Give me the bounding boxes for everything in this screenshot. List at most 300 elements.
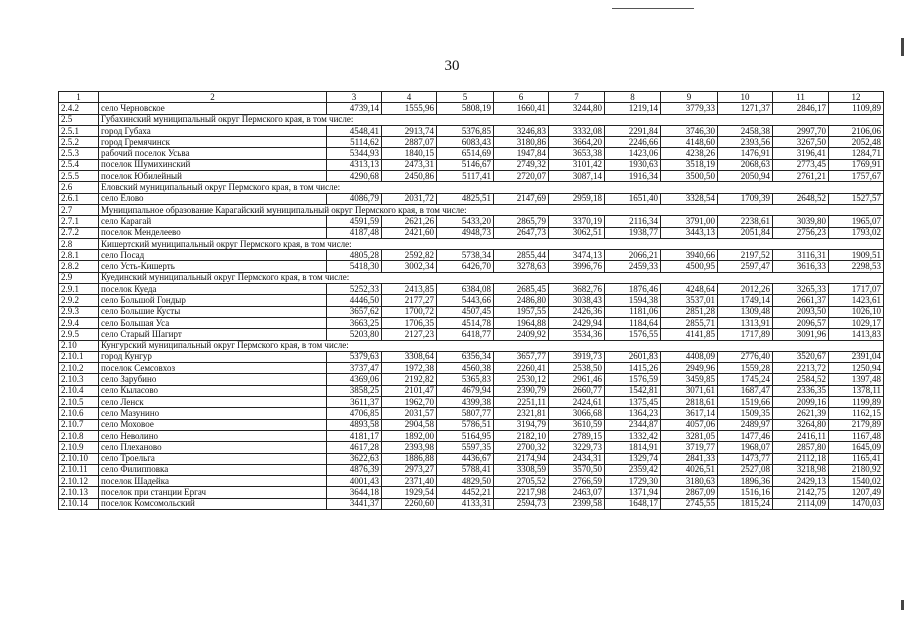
value-cell: 2050,94 [718,171,773,182]
value-cell: 2887,07 [382,137,437,148]
table-row [59,159,884,170]
top-rule [612,8,694,9]
row-code: 2.10.14 [59,498,99,509]
row-code: 2.10.7 [59,419,99,430]
value-cell: 1109,89 [829,103,884,114]
value-cell: 1284,71 [829,148,884,159]
table-row [59,487,884,498]
value-cell: 1477,46 [718,430,773,441]
value-cell: 1968,07 [718,442,773,453]
value-cell: 2789,15 [549,430,605,441]
value-cell: 2390,79 [494,385,549,396]
value-cell: 1876,46 [605,284,661,295]
value-cell: 3500,50 [661,171,718,182]
value-cell: 3244,80 [549,103,605,114]
value-cell: 3719,77 [661,442,718,453]
value-cell: 1309,48 [718,306,773,317]
value-cell: 3664,20 [549,137,605,148]
table-row [59,419,884,430]
section-row [59,272,884,283]
value-cell: 6083,43 [437,137,494,148]
value-cell: 2246,66 [605,137,661,148]
value-cell: 3474,13 [549,250,605,261]
value-cell: 4617,28 [327,442,382,453]
table-row [59,103,884,114]
column-number-cell: 2 [99,92,327,103]
value-cell: 4026,51 [661,464,718,475]
value-cell: 3278,63 [494,261,549,272]
table-row [59,137,884,148]
value-cell: 1964,88 [494,317,549,328]
value-cell: 4706,85 [327,408,382,419]
value-cell: 3616,33 [773,261,829,272]
settlement-name: село Карагай [99,216,327,227]
value-cell: 2756,23 [773,227,829,238]
value-cell: 2336,35 [773,385,829,396]
value-cell: 2012,26 [718,284,773,295]
value-cell: 3520,67 [773,351,829,362]
value-cell: 2434,31 [549,453,605,464]
value-cell: 3653,38 [549,148,605,159]
value-cell: 2099,16 [773,397,829,408]
value-cell: 2127,23 [382,329,437,340]
value-cell: 2096,57 [773,317,829,328]
value-cell: 1375,45 [605,397,661,408]
value-cell: 4679,94 [437,385,494,396]
settlement-name: село Большие Кусты [99,306,327,317]
value-cell: 1329,74 [605,453,661,464]
value-cell: 3039,80 [773,216,829,227]
value-cell: 4876,39 [327,464,382,475]
value-cell: 3644,18 [327,487,382,498]
value-cell: 3038,43 [549,295,605,306]
value-cell: 2660,77 [549,385,605,396]
value-cell: 1769,91 [829,159,884,170]
value-cell: 5344,93 [327,148,382,159]
value-cell: 2251,11 [494,397,549,408]
page-number: 30 [444,58,460,74]
value-cell: 1972,38 [382,363,437,374]
value-cell: 3246,83 [494,125,549,136]
value-cell: 2260,60 [382,498,437,509]
value-cell: 2106,06 [829,125,884,136]
table-body [59,92,884,510]
value-cell: 2031,57 [382,408,437,419]
value-cell: 2114,09 [773,498,829,509]
value-cell: 1423,06 [605,148,661,159]
settlement-name: село Неволино [99,430,327,441]
value-cell: 1271,37 [718,103,773,114]
value-cell: 1576,55 [605,329,661,340]
value-cell: 2182,10 [494,430,549,441]
value-cell: 2841,33 [661,453,718,464]
value-cell: 2192,82 [382,374,437,385]
value-cell: 2450,86 [382,171,437,182]
value-cell: 3264,80 [773,419,829,430]
row-code: 2.7 [59,204,99,215]
value-cell: 2391,04 [829,351,884,362]
value-cell: 1167,48 [829,430,884,441]
value-cell: 1706,35 [382,317,437,328]
value-cell: 2865,79 [494,216,549,227]
value-cell: 2621,26 [382,216,437,227]
value-cell: 2661,37 [773,295,829,306]
value-cell: 2621,39 [773,408,829,419]
table-row [59,306,884,317]
value-cell: 3328,54 [661,193,718,204]
table-row [59,498,884,509]
value-cell: 2594,73 [494,498,549,509]
value-cell: 3267,50 [773,137,829,148]
value-cell: 2648,52 [773,193,829,204]
value-cell: 2961,46 [549,374,605,385]
settlement-name: поселок при станции Ергач [99,487,327,498]
value-cell: 3281,05 [661,430,718,441]
value-cell: 1527,57 [829,193,884,204]
section-row [59,182,884,193]
value-cell: 1815,24 [718,498,773,509]
value-cell: 1332,42 [605,430,661,441]
settlement-name: село Усть-Кишерть [99,261,327,272]
row-code: 2.5 [59,114,99,125]
value-cell: 1916,34 [605,171,661,182]
value-cell: 2291,84 [605,125,661,136]
value-cell: 1729,30 [605,476,661,487]
value-cell: 2647,73 [494,227,549,238]
value-cell: 2051,84 [718,227,773,238]
row-code: 2.10.3 [59,374,99,385]
value-cell: 1909,51 [829,250,884,261]
table-row [59,397,884,408]
row-code: 2.10 [59,340,99,351]
table-row [59,125,884,136]
value-cell: 3071,61 [661,385,718,396]
column-number-cell: 3 [327,92,382,103]
row-code: 2.9.5 [59,329,99,340]
value-cell: 1473,77 [718,453,773,464]
table-row [59,284,884,295]
settlement-name: село Черновское [99,103,327,114]
value-cell: 1648,17 [605,498,661,509]
value-cell: 1660,41 [494,103,549,114]
value-cell: 2101,47 [382,385,437,396]
value-cell: 3737,47 [327,363,382,374]
value-cell: 4408,09 [661,351,718,362]
value-cell: 1162,15 [829,408,884,419]
value-cell: 2213,72 [773,363,829,374]
value-cell: 2424,61 [549,397,605,408]
value-cell: 2458,38 [718,125,773,136]
settlement-name: село Мазунино [99,408,327,419]
value-cell: 5252,33 [327,284,382,295]
value-cell: 1555,96 [382,103,437,114]
value-cell: 2217,98 [494,487,549,498]
value-cell: 2321,81 [494,408,549,419]
settlement-name: город Кунгур [99,351,327,362]
row-code: 2.10.13 [59,487,99,498]
value-cell: 2426,36 [549,306,605,317]
settlement-name: село Филипповка [99,464,327,475]
value-cell: 4399,38 [437,397,494,408]
column-number-row [59,92,884,103]
table-row [59,464,884,475]
value-cell: 3746,30 [661,125,718,136]
column-number-cell: 7 [549,92,605,103]
value-cell: 3940,66 [661,250,718,261]
value-cell: 1559,28 [718,363,773,374]
settlement-name: село Моховое [99,419,327,430]
table-row [59,408,884,419]
value-cell: 2052,48 [829,137,884,148]
value-cell: 5786,51 [437,419,494,430]
value-cell: 3518,19 [661,159,718,170]
value-cell: 1519,66 [718,397,773,408]
value-cell: 2463,07 [549,487,605,498]
value-cell: 2855,71 [661,317,718,328]
section-row [59,340,884,351]
row-code: 2.5.1 [59,125,99,136]
row-code: 2.10.2 [59,363,99,374]
value-cell: 1962,70 [382,397,437,408]
value-cell: 2409,92 [494,329,549,340]
value-cell: 6426,70 [437,261,494,272]
settlement-name: поселок Семсовхоз [99,363,327,374]
value-cell: 2142,75 [773,487,829,498]
value-cell: 1516,16 [718,487,773,498]
value-cell: 2393,56 [718,137,773,148]
value-cell: 1965,07 [829,216,884,227]
value-cell: 2973,27 [382,464,437,475]
value-cell: 1757,67 [829,171,884,182]
value-cell: 2959,18 [549,193,605,204]
value-cell: 3002,34 [382,261,437,272]
value-cell: 1840,15 [382,148,437,159]
value-cell: 5738,34 [437,250,494,261]
value-cell: 2180,92 [829,464,884,475]
value-cell: 2344,87 [605,419,661,430]
row-code: 2.10.1 [59,351,99,362]
value-cell: 2857,80 [773,442,829,453]
value-cell: 3308,64 [382,351,437,362]
value-cell: 5443,66 [437,295,494,306]
column-number-cell: 8 [605,92,661,103]
value-cell: 1413,83 [829,329,884,340]
row-code: 2.9.4 [59,317,99,328]
value-cell: 2429,94 [549,317,605,328]
value-cell: 3610,59 [549,419,605,430]
value-cell: 1540,02 [829,476,884,487]
settlement-name: поселок Менделеево [99,227,327,238]
section-title: Еловский муниципальный округ Пермского края, в том числе: [99,182,884,193]
value-cell: 1930,63 [605,159,661,170]
row-code: 2.9.3 [59,306,99,317]
value-cell: 1687,47 [718,385,773,396]
value-cell: 1470,03 [829,498,884,509]
settlement-name: рабочий поселок Усьва [99,148,327,159]
value-cell: 5164,95 [437,430,494,441]
value-cell: 3370,19 [549,216,605,227]
table-row [59,476,884,487]
column-number-cell: 5 [437,92,494,103]
section-title: Кишертский муниципальный округ Пермского края, в том числе: [99,238,884,249]
value-cell: 6418,77 [437,329,494,340]
value-cell: 1313,91 [718,317,773,328]
row-code: 2.9 [59,272,99,283]
value-cell: 4141,85 [661,329,718,340]
row-code: 2.9.1 [59,284,99,295]
value-cell: 2705,52 [494,476,549,487]
table-row [59,317,884,328]
value-cell: 1184,64 [605,317,661,328]
value-cell: 4369,06 [327,374,382,385]
settlement-name: поселок Шадейка [99,476,327,487]
value-cell: 1651,40 [605,193,661,204]
settlement-name: поселок Комсомольский [99,498,327,509]
value-cell: 2530,12 [494,374,549,385]
table-row [59,442,884,453]
value-cell: 3779,33 [661,103,718,114]
value-cell: 3611,37 [327,397,382,408]
value-cell: 3663,25 [327,317,382,328]
row-code: 2.10.11 [59,464,99,475]
value-cell: 3101,42 [549,159,605,170]
row-code: 2.10.12 [59,476,99,487]
value-cell: 4500,95 [661,261,718,272]
row-code: 2.10.5 [59,397,99,408]
value-cell: 1181,06 [605,306,661,317]
table-row [59,148,884,159]
value-cell: 1749,14 [718,295,773,306]
value-cell: 2197,52 [718,250,773,261]
value-cell: 1745,24 [718,374,773,385]
row-code: 2.5.5 [59,171,99,182]
value-cell: 4133,31 [437,498,494,509]
value-cell: 3218,98 [773,464,829,475]
value-cell: 1165,41 [829,453,884,464]
value-cell: 3996,76 [549,261,605,272]
value-cell: 2997,70 [773,125,829,136]
value-cell: 3622,63 [327,453,382,464]
value-cell: 5418,30 [327,261,382,272]
table-row [59,430,884,441]
value-cell: 3919,73 [549,351,605,362]
row-code: 2.8 [59,238,99,249]
table-row [59,171,884,182]
section-row [59,204,884,215]
value-cell: 5807,77 [437,408,494,419]
value-cell: 3657,77 [494,351,549,362]
value-cell: 1476,91 [718,148,773,159]
table-row [59,295,884,306]
row-code: 2.6.1 [59,193,99,204]
value-cell: 4001,43 [327,476,382,487]
column-number-cell: 6 [494,92,549,103]
settlement-name: город Губаха [99,125,327,136]
value-cell: 2592,82 [382,250,437,261]
value-cell: 3229,73 [549,442,605,453]
value-cell: 5203,80 [327,329,382,340]
value-cell: 2601,83 [605,351,661,362]
table-row [59,329,884,340]
value-cell: 4452,21 [437,487,494,498]
value-cell: 2416,11 [773,430,829,441]
row-code: 2.10.6 [59,408,99,419]
value-cell: 2486,80 [494,295,549,306]
value-cell: 3087,14 [549,171,605,182]
value-cell: 4507,45 [437,306,494,317]
value-cell: 2399,58 [549,498,605,509]
value-cell: 3180,86 [494,137,549,148]
value-cell: 4825,51 [437,193,494,204]
value-cell: 3332,08 [549,125,605,136]
value-cell: 1700,72 [382,306,437,317]
value-cell: 2066,21 [605,250,661,261]
settlement-name: поселок Юбилейный [99,171,327,182]
value-cell: 2489,97 [718,419,773,430]
value-cell: 3066,68 [549,408,605,419]
value-cell: 2473,31 [382,159,437,170]
table-row [59,193,884,204]
value-cell: 2597,47 [718,261,773,272]
value-cell: 1814,91 [605,442,661,453]
value-cell: 2093,50 [773,306,829,317]
value-cell: 5117,41 [437,171,494,182]
value-cell: 3194,79 [494,419,549,430]
value-cell: 2949,96 [661,363,718,374]
value-cell: 4514,78 [437,317,494,328]
value-cell: 1219,14 [605,103,661,114]
value-cell: 3265,33 [773,284,829,295]
value-cell: 4313,13 [327,159,382,170]
value-cell: 1378,11 [829,385,884,396]
value-cell: 2700,32 [494,442,549,453]
row-code: 2.7.2 [59,227,99,238]
settlement-name: село Большая Уса [99,317,327,328]
value-cell: 2147,69 [494,193,549,204]
section-title: Кунгурский муниципальный округ Пермского края, в том числе: [99,340,884,351]
row-code: 2.6 [59,182,99,193]
value-cell: 4086,79 [327,193,382,204]
settlement-name: поселок Шумихинский [99,159,327,170]
column-number-cell: 4 [382,92,437,103]
table-row [59,351,884,362]
value-cell: 2459,33 [605,261,661,272]
value-cell: 2685,45 [494,284,549,295]
value-cell: 1938,77 [605,227,661,238]
value-cell: 1542,81 [605,385,661,396]
value-cell: 2904,58 [382,419,437,430]
settlement-name: село Кыласово [99,385,327,396]
value-cell: 3791,00 [661,216,718,227]
value-cell: 3443,13 [661,227,718,238]
value-cell: 5114,62 [327,137,382,148]
row-code: 2.5.3 [59,148,99,159]
value-cell: 2773,45 [773,159,829,170]
value-cell: 1509,35 [718,408,773,419]
value-cell: 4238,26 [661,148,718,159]
row-code: 2.4.2 [59,103,99,114]
value-cell: 1397,48 [829,374,884,385]
value-cell: 3858,25 [327,385,382,396]
value-cell: 2776,40 [718,351,773,362]
value-cell: 4805,28 [327,250,382,261]
section-row [59,238,884,249]
value-cell: 2238,61 [718,216,773,227]
value-cell: 2913,74 [382,125,437,136]
value-cell: 1199,89 [829,397,884,408]
value-cell: 3116,31 [773,250,829,261]
value-cell: 1207,49 [829,487,884,498]
